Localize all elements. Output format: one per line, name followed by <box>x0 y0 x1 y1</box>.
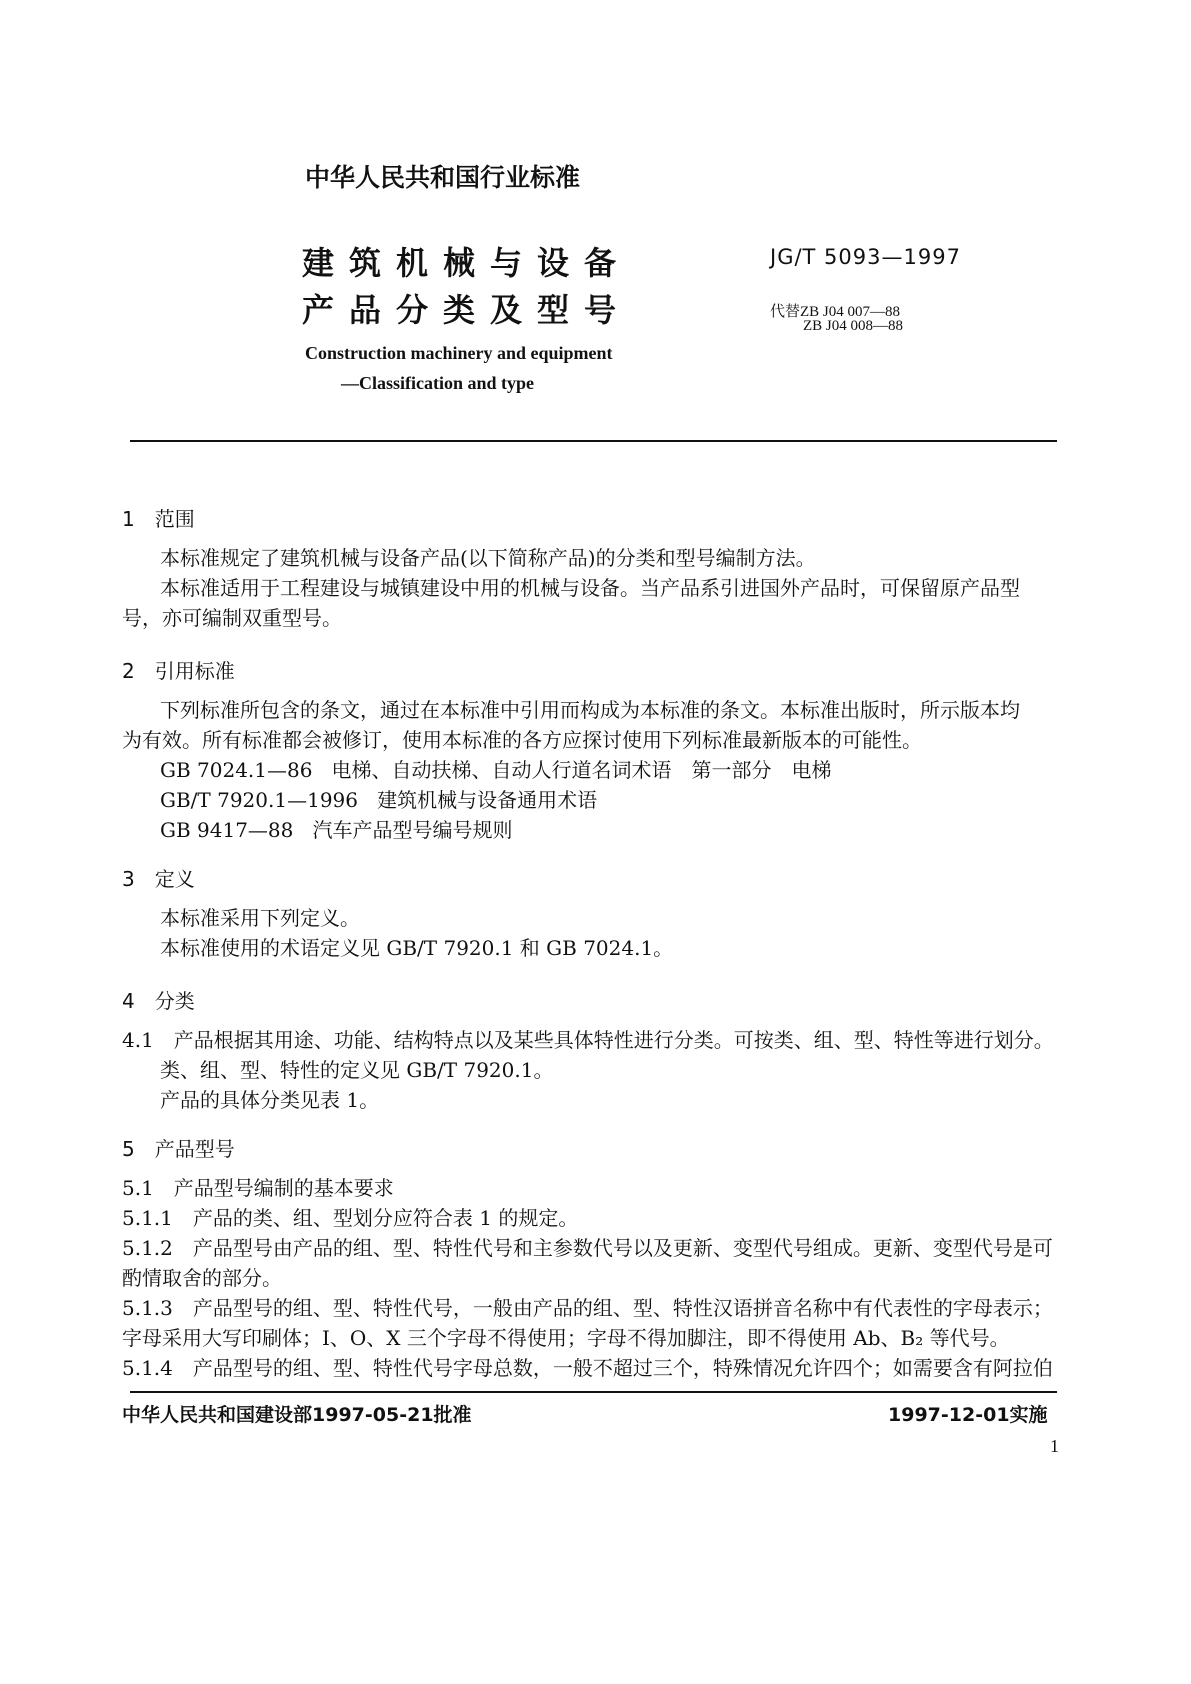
page-number: 1 <box>1050 1436 1059 1456</box>
clause-5-1: 5.1 产品型号编制的基本要求 <box>122 1176 394 1200</box>
section-3-heading: 3 定义 <box>122 867 195 891</box>
clause-4-1-line2: 类、组、型、特性的定义见 GB/T 7920.1。 <box>160 1058 554 1082</box>
section-3-paragraph-1: 本标准采用下列定义。 <box>160 906 360 930</box>
reference-item <box>160 817 512 844</box>
reference-item <box>160 787 597 814</box>
document-title-line1: 建筑机械与设备 <box>302 244 632 282</box>
clause-5-1-2-line2: 酌情取舍的部分。 <box>122 1266 282 1290</box>
standard-code: JG/T 5093—1997 <box>770 245 961 269</box>
reference-code: GB/T 7920.1—1996 <box>160 788 358 812</box>
reference-title: 汽车产品型号编号规则 <box>312 818 513 842</box>
header-divider <box>130 440 1057 442</box>
implementation-date: 1997-12-01实施 <box>888 1404 1048 1426</box>
english-title-line2: —Classification and type <box>341 373 535 393</box>
section-1-paragraph-2-line2: 号，亦可编制双重型号。 <box>122 606 342 630</box>
section-2-heading: 2 引用标准 <box>122 659 235 683</box>
clause-5-1-1: 5.1.1 产品的类、组、型划分应符合表 1 的规定。 <box>122 1206 579 1230</box>
clause-5-1-3-line1: 5.1.3 产品型号的组、型、特性代号，一般由产品的组、型、特性汉语拼音名称中有代表性的字母表示； <box>122 1296 1053 1320</box>
replaces-line2: ZB J04 008—88 <box>803 318 904 334</box>
clause-5-1-4-line1: 5.1.4 产品型号的组、型、特性代号字母总数，一般不超过三个，特殊情况允许四个；如需要含有阿拉伯 <box>122 1356 1053 1380</box>
section-4-heading: 4 分类 <box>122 989 195 1013</box>
document-title-line2: 产品分类及型号 <box>302 291 632 329</box>
section-3-paragraph-2: 本标准使用的术语定义见 GB/T 7920.1 和 GB 7024.1。 <box>160 936 674 960</box>
clause-4-1-line3: 产品的具体分类见表 1。 <box>160 1088 380 1112</box>
footer-divider <box>130 1391 1057 1393</box>
replaces-line1: 代替ZB J04 007—88 <box>770 304 901 320</box>
reference-item <box>160 757 832 784</box>
reference-title: 电梯、自动扶梯、自动人行道名词术语 第一部分 电梯 <box>331 758 832 782</box>
approval-note: 中华人民共和国建设部1997-05-21批准 <box>122 1404 472 1426</box>
reference-title: 建筑机械与设备通用术语 <box>377 788 598 812</box>
clause-5-1-3-line2: 字母采用大写印刷体；I、O、X 三个字母不得使用；字母不得加脚注，即不得使用 Ab、B₂ 等代号。 <box>122 1326 1010 1350</box>
section-2-paragraph-line2: 为有效。所有标准都会被修订，使用本标准的各方应探讨使用下列标准最新版本的可能性。 <box>122 728 922 752</box>
section-1-paragraph-1: 本标准规定了建筑机械与设备产品(以下简称产品)的分类和型号编制方法。 <box>160 546 816 570</box>
clause-5-1-2-line1: 5.1.2 产品型号由产品的组、型、特性代号和主参数代号以及更新、变型代号组成。更新、变型代号是可 <box>122 1236 1053 1260</box>
section-1-heading: 1 范围 <box>122 507 195 531</box>
clause-4-1-line1: 4.1 产品根据其用途、功能、结构特点以及某些具体特性进行分类。可按类、组、型、特性等进行划分。 <box>122 1028 1054 1052</box>
industry-standard-label: 中华人民共和国行业标准 <box>305 163 581 192</box>
section-1-paragraph-2-line1: 本标准适用于工程建设与城镇建设中用的机械与设备。当产品系引进国外产品时，可保留原产品型 <box>160 576 1020 600</box>
reference-code: GB 9417—88 <box>160 818 294 842</box>
english-title-line1: Construction machinery and equipment <box>305 343 613 363</box>
section-5-heading: 5 产品型号 <box>122 1137 235 1161</box>
section-2-paragraph-line1: 下列标准所包含的条文，通过在本标准中引用而构成为本标准的条文。本标准出版时，所示版本均 <box>160 698 1020 722</box>
reference-code: GB 7024.1—86 <box>160 758 313 782</box>
